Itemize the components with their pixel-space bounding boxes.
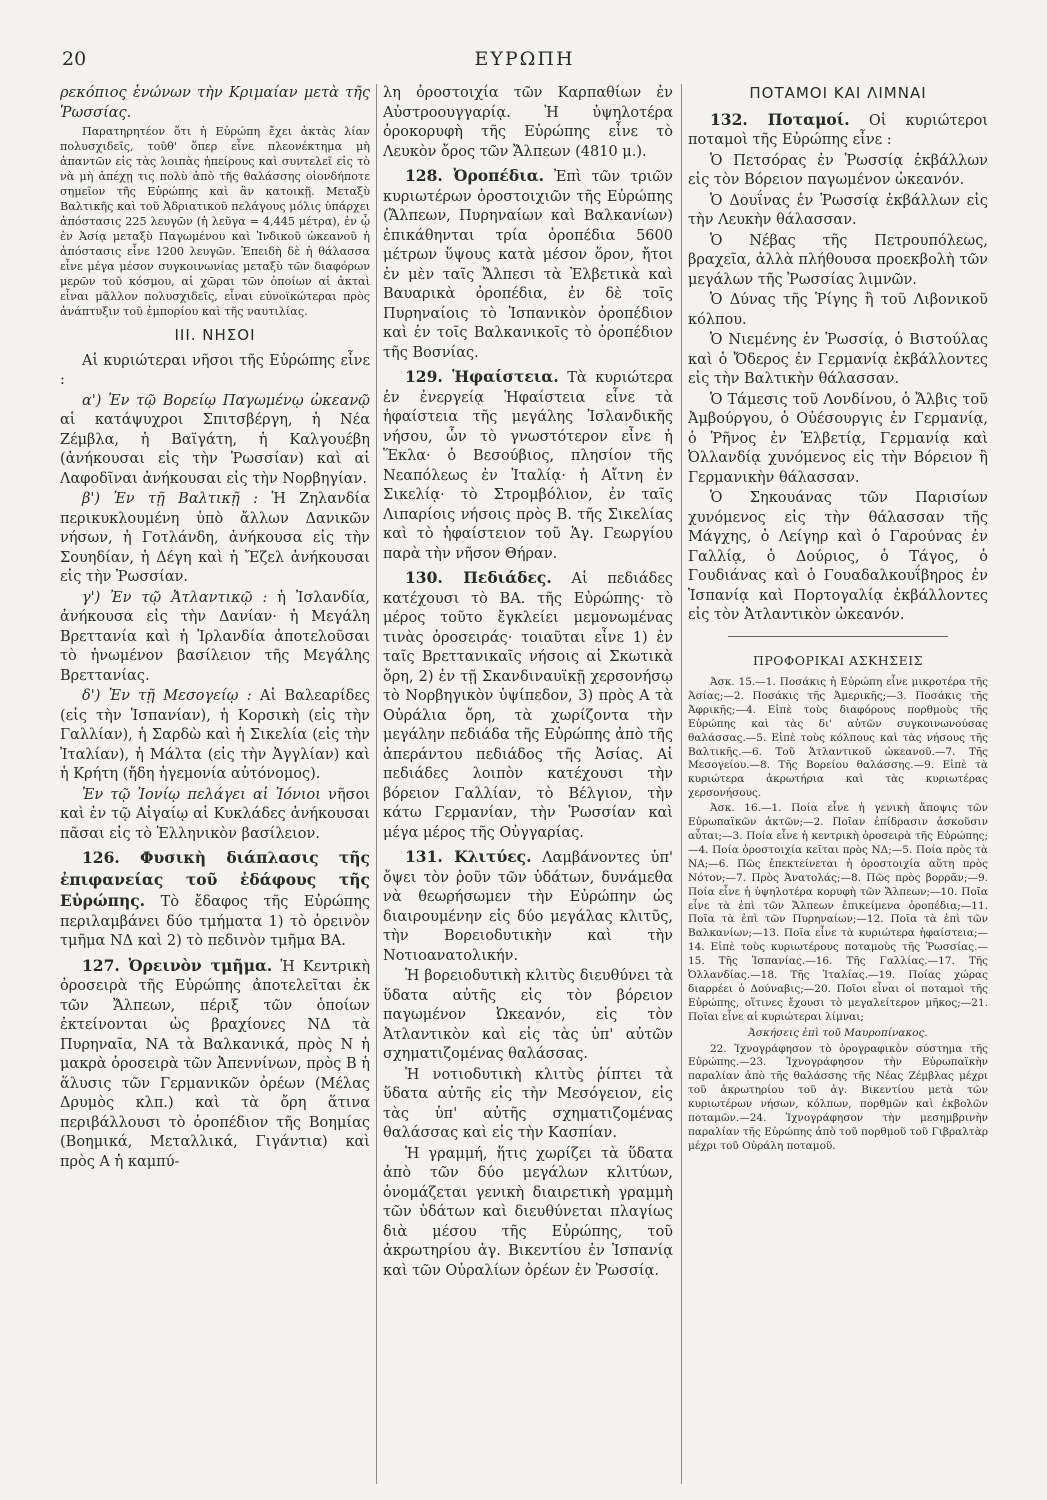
island-group-text: αἱ κατάψυχροι Σπιτσβέργη, ἡ Νέα Ζέμβλα, ἡ Βαϊγάτη, ἡ Καλγουέβη (ἀνήκουσαι εἰς τὴν Ῥωσσίαν) καὶ αἱ Λαφοδῖναι ἀνήκουσαι εἰς τὴν Νορβηγίαν.	[60, 412, 370, 487]
island-group-ionian	[60, 786, 370, 845]
section-text: Ἐπὶ τῶν τριῶν κυριωτέρων ὀροστοιχιῶν τῆς Εὐρώπης (Ἄλπεων, Πυρηναίων καὶ Βαλκανίων) ἐπικάθηνται τρία ὀροπέδια 5600 μέτρων ὕψους κατὰ μέσον ὅρον, ἤτοι ἐν μὲν ταῖς Ἄλπεσι τὰ Ἑλβετικὰ καὶ Βαυαρικὰ ὀροπέδια, ἐν δὲ τοῖς Πυρηναίοις τὸ Ἱσπανικὸν ὀροπέδιον καὶ ἐν τοῖς Βαλκανικοῖς τὸ ὀροπέδιον τῆς Βοσνίας.	[383, 169, 673, 361]
section-heading: 126. Φυσικὴ διάπλασις τῆς ἐπιφανείας τοῦ ἐδάφους τῆς Εὐρώπης.	[60, 848, 370, 910]
section-heading: 129. Ἡφαίστεια.	[405, 367, 559, 386]
island-group-baltic	[60, 490, 370, 588]
paragraph: ρεκόπιος ἑνώνων τὴν Κριμαίαν μετὰ τῆς Ῥωσσίας.	[60, 85, 370, 121]
island-group-lead: Ἐν τῷ Ἰονίῳ πελάγει αἱ Ἰόνιοι	[82, 786, 321, 803]
section-heading: 131. Κλιτύες.	[405, 847, 532, 866]
river-entry: Ὁ Σηκουάνας τῶν Παρισίων χυνόμενος εἰς τὴν θάλασσαν τῆς Μάγχης, ὁ Λείγηρ καὶ ὁ Γαρούνας ἐν Γαλλίᾳ, ὁ Δούριος, ὁ Τάγος, ὁ Γουδιάνας καὶ ὁ Γουαδαλκουΐβηρος ἐν Ἱσπανίᾳ καὶ Πορτογαλίᾳ ἐκβάλλοντες εἰς τὸν Ἀτλαντικὸν ὠκεανόν.	[688, 490, 988, 623]
section-131	[383, 847, 673, 966]
section-text: Οἱ κυριώτεροι ποταμοὶ τῆς Εὐρώπης εἶνε :	[688, 112, 988, 148]
river-entry: Ὁ Τάμεσις τοῦ Λονδίνου, ὁ Ἄλβις τοῦ Ἀμβούργου, ὁ Οὐέσουργις ἐν Γερμανίᾳ, ὁ Ῥῆνος ἐν Ἑλβετίᾳ, Γερμανίᾳ καὶ Ὀλλανδίᾳ χυνόμενος εἰς τὴν Βόρειον ἢ Γερμανικὴν θάλασσαν.	[688, 391, 988, 486]
paragraph: Αἱ κυριώτεραι νῆσοι τῆς Εὐρώπης εἶνε :	[60, 352, 370, 388]
column-rule-right	[681, 84, 682, 1484]
section-text: Αἱ πεδιάδες κατέχουσι τὸ ΒΑ. τῆς Εὐρώπης· τὸ μέρος τοῦτο ἔγκλείει μεμονωμένας τινὰς ὀροσειράς· τοιαῦται εἶνε 1) ἐν ταῖς Βρεττανικαῖς νήσοις αἱ Σκωτικὰ ὄρη, 2) ἐν τῇ Σκανδιναυϊκῇ χερσονήσῳ τὸ Νορβηγικὸν ὑψίπεδον, 3) πρὸς Α τὰ Οὐράλια ὄρη, τὰ χωρίζοντα τὴν μεγάλην πεδιάδα τῆς Εὐρώπης ἀπὸ τῆς ἀπεράντου πεδιάδος τῆς Ἀσίας. Αἱ πεδιάδες λοιπὸν κατέχουσι τὴν βόρειον Γαλλίαν, τὸ Βέλγιον, τὴν κάτω Γερμανίαν, τὴν Ῥωσσίαν καὶ μέγα μέρος τῆς Οὐγγαρίας.	[383, 571, 673, 841]
island-group-lead: α') Ἐν τῷ Βορείῳ Παγωμένῳ ὠκεανῷ	[82, 392, 370, 409]
page-number: 20	[62, 48, 87, 70]
paragraph: Ἡ γραμμή, ἥτις χωρίζει τὰ ὕδατα ἀπὸ τῶν δύο μεγάλων κλιτύων, ὀνομάζεται γενικὴ διαιρετικὴ γραμμὴ τῶν ὑδάτων καὶ διευθύνεται πλαγίως διὰ μέσου τῆς Εὐρώπης, τοῦ ἀκρωτηρίου ἁγ. Βικεντίου ἐν Ἱσπανίᾳ καὶ τῶν Οὐραλίων ὀρέων ἐν Ῥωσσίᾳ.	[383, 1145, 673, 1279]
island-group-lead: γ') Ἐν τῷ Ἀτλαντικῷ :	[82, 589, 268, 606]
section-132	[688, 110, 988, 151]
section-126	[60, 848, 370, 952]
island-group-lead: δ') Ἐν τῇ Μεσογείῳ :	[82, 688, 252, 704]
paragraph: Ἡ νοτιοδυτικὴ κλιτὺς ῥίπτει τὰ ὕδατα αὐτῆς εἰς τὴν Μεσόγειον, εἰς τὰς ὑπ' αὐτῆς σχηματιζομένας θαλάσσας καὶ εἰς τὴν Κασπίαν.	[383, 1066, 673, 1141]
section-127	[60, 956, 370, 1173]
running-title: ΕΥΡΩΠΗ	[474, 48, 575, 70]
island-group-text: Ἡ Ζηλανδία περικυκλουμένη ὑπὸ ἄλλων Δανικῶν νήσων, ἡ Γοτλάνδη, ἀνήκουσα εἰς τὴν Σουηδίαν, ἡ Δέγη καὶ ἡ Ἔζελ ἀνήκουσαι εἰς τὴν Ῥωσσίαν.	[60, 491, 370, 585]
paragraph: Ἡ βορειοδυτικὴ κλιτὺς διευθύνει τὰ ὕδατα αὐτῆς εἰς τὸν βόρειον παγωμένον Ὠκεανόν, εἰς τὸν Ἀτλαντικὸν καὶ εἰς τὰς ὑπ' αὐτῶν σχηματιζομένας θαλάσσας.	[383, 968, 673, 1062]
section-128	[383, 166, 673, 363]
exercise-block: Ἀσκ. 15.—1. Ποσάκις ἡ Εὐρώπη εἶνε μικροτέρα τῆς Ἀσίας;—2. Ποσάκις τῆς Ἀμερικῆς;—3. Ποσάκις τῆς Ἀφρικῆς;—4. Εἰπὲ τοὺς διαφόρους πορθμοὺς τῆς Εὐρώπης καὶ τὰς δι' αὐτῶν συγκοινωνούσας θαλάσσας.—5. Εἰπὲ τοὺς κόλπους καὶ τὰς νήσους τῆς Βαλτικῆς.—6. Τοῦ Ἀτλαντικοῦ ὠκεανοῦ.—7. Τῆς Μεσογείου.—8. Τῆς Βορείου θαλάσσης.—9. Εἰπὲ τὰ κυριώτερα ἀκρωτήρια καὶ τὰς κυριωτέρας χερσονήσους.	[688, 676, 988, 800]
section-text: Τὸ ἔδαφος τῆς Εὐρώπης περιλαμβάνει δύο τμήματα 1) τὸ ὀρεινὸν τμῆμα ΝΔ καὶ 2) τὸ πεδινὸν τμῆμα ΒΑ.	[60, 894, 370, 949]
section-text: Ἡ Κεντρικὴ ὀροσειρὰ τῆς Εὐρώπης ἀποτελεῖται ἐκ τῶν Ἄλπεων, πέριξ τῶν ὁποίων ἐκτείνονται ὡς βραχίονες ΝΔ τὰ Πυρηναῖα, ΝΑ τὰ Βαλκανικά, πρὸς Ν ἡ μακρὰ ὀροσειρὰ τῶν Ἀπεννίνων, πρὸς Β ἡ ἅλυσις τῶν Γερμανικῶν ὀρέων (Μέλας Δρυμὸς κλπ.) καὶ τὰ ὄρη ἅτινα περιβάλλουσι τὸ ὀροπέδιον τῆς Βοημίας (Βοημικά, Μεταλλικά, Γιγάντια) καὶ πρὸς Α ἡ καμπύ-	[60, 958, 370, 1170]
exercise-block: 22. Ἰχνογράφησον τὸ ὀρογραφικὸν σύστημα τῆς Εὐρώπης.—23. Ἰχνογράφησον τὴν Εὐρωπαϊκὴν παραλίαν ἀπὸ τῆς θαλάσσης τῆς Νέας Ζέμβλας μέχρι τοῦ ἀκρωτηρίου τοῦ ἁγ. Βικεντίου μετὰ τῶν κυριωτέρων νήσων, κόλπων, πορθμῶν καὶ ἐκβολῶν ποταμῶν.—24. Ἰχνογράφησον τὴν μεσημβρινὴν παραλίαν τῆς Εὐρώπης ἀπὸ τοῦ πορθμοῦ τοῦ Γιβραλτὰρ μέχρι τοῦ Οὐράλη ποταμοῦ.	[688, 1042, 988, 1152]
column-3	[688, 84, 988, 1486]
section-heading: 128. Ὀροπέδια.	[405, 166, 545, 185]
section-text: Λαμβάνοντες ὑπ' ὄψει τὸν ῥοῦν τῶν ὑδάτων, δυνάμεθα νὰ θεωρήσωμεν τὴν Εὐρώπην ὡς διαιρουμένην εἰς δύο μεγάλας κλιτῦς, τὴν Βορειοδυτικὴν καὶ τὴν Νοτιοανατολικήν.	[383, 850, 673, 964]
island-group-text: Αἱ Βαλεαρίδες (εἰς τὴν Ἱσπανίαν), ἡ Κορσικὴ (εἰς τὴν Γαλλίαν), ἡ Σαρδὼ καὶ ἡ Σικελία (εἰς τὴν Ἰταλίαν), ἡ Μάλτα (εἰς τὴν Ἀγγλίαν) καὶ ἡ Κρήτη (ἤδη ἡγεμονία αὐτόνομος).	[60, 688, 370, 782]
section-129	[383, 367, 673, 564]
section-heading-rivers: ΠΟΤΑΜΟΙ ΚΑΙ ΛΙΜΝΑΙ	[749, 84, 927, 102]
page-header	[62, 48, 987, 80]
column-1	[60, 84, 370, 1486]
river-entry: Ὁ Δουΐνας ἐν Ῥωσσίᾳ ἐκβάλλων εἰς τὴν Λευκὴν θάλασσαν.	[688, 192, 988, 228]
paragraph: Παρατηρητέον ὅτι ἡ Εὐρώπη ἔχει ἀκτὰς λίαν πολυσχιδεῖς, τοῦθ' ὅπερ εἶνε πλεονέκτημα μὴ ἀπαντῶν εἰς τὰς λοιπὰς ἠπείρους καὶ συντελεῖ εἰς τὸ νὰ μὴ ἀπέχῃ τις πολὺ ἀπὸ τῆς θαλάσσης οἱονδήποτε σημεῖον τῆς Εὐρώπης καὶ ἂν κατοικῇ. Μεταξὺ Βαλτικῆς καὶ τοῦ Ἀδριατικοῦ πελάγους μόλις ὑπάρχει ἀπόστασις 225 λευγῶν (ἡ λεῦγα = 4,445 μέτρα), ἐν ᾧ ἐν Ἀσίᾳ μεταξὺ Παγωμένου καὶ Ἰνδικοῦ ὠκεανοῦ ἡ ἀπόστασις εἶνε 1200 λευγῶν. Ἐπειδὴ δὲ ἡ θάλασσα εἶνε μέγα μέσον συγκοινωνίας μεταξὺ τῶν διαφόρων μερῶν τοῦ κόσμου, αἱ χῶραι τῶν ὁποίων αἱ ἀκταὶ εἶναι μᾶλλον πολυσχιδεῖς, εἶναι εὐνοϊκώτεραι πρὸς ἀνάπτυξιν τοῦ ἐμπορίου καὶ τῆς ναυτιλίας.	[60, 125, 370, 318]
island-group-lead: β') Ἐν τῇ Βαλτικῇ :	[82, 491, 259, 507]
section-heading: 130. Πεδιάδες.	[405, 568, 552, 587]
column-2	[383, 84, 673, 1486]
blackboard-exercises-heading: Ἀσκήσεις ἐπὶ τοῦ Μαυροπίνακος.	[748, 1026, 928, 1039]
river-entry: Ὁ Δύνας τῆς Ῥίγης ἢ τοῦ Λιβονικοῦ κόλπου.	[688, 292, 988, 328]
divider	[728, 636, 948, 637]
paragraph: λη ὀροστοιχία τῶν Καρπαθίων ἐν Αὐστροουγγαρίᾳ. Ἡ ὑψηλοτέρα ὀροκορυφὴ τῆς Εὐρώπης εἶνε τὸ Λευκὸν ὄρος τῶν Ἄλπεων (4810 μ.).	[383, 85, 673, 160]
river-entry: Ὁ Νιεμένης ἐν Ῥωσσίᾳ, ὁ Βιστούλας καὶ ὁ Ὄδερος ἐν Γερμανίᾳ ἐκβάλλοντες εἰς τὴν Βαλτικὴν θάλασσαν.	[688, 332, 988, 387]
river-entry: Ὁ Πετσόρας ἐν Ῥωσσίᾳ ἐκβάλλων εἰς τὸν Βόρειον παγωμένον ὠκεανόν.	[688, 152, 988, 188]
column-rule-left	[376, 84, 377, 1484]
river-entry: Ὁ Νέβας τῆς Πετρουπόλεως, βραχεῖα, ἀλλὰ πλήθουσα προεκβολὴ τῶν μεγάλων τῆς Ῥωσσίας λιμνῶν.	[688, 232, 988, 288]
exercise-block: Ἀσκ. 16.—1. Ποία εἶνε ἡ γενικὴ ἄποψις τῶν Εὐρωπαϊκῶν ἀκτῶν;—2. Ποῖαν ἐπίδρασιν ἀσκοῦσιν αὗται;—3. Ποία εἶνε ἡ κεντρικὴ ὀροσειρὰ τῆς Εὐρώπης;—4. Ποία ὀροστοιχία κεῖται πρὸς ΝΔ;—5. Ποία πρὸς τὰ ΝΑ;—6. Πῶς ἐπεκτείνεται ἡ ὀροστοιχία αὕτη πρὸς Νότον;—7. Πρὸς Ἀνατολάς;—8. Πῶς πρὸς βορρᾶν;—9. Ποία εἶνε ἡ ὑψηλοτέρα κορυφὴ τῶν Ἄλπεων;—10. Ποῖα εἶνε τὰ ἐπὶ τῶν Ἄλπεων ἐπικείμενα ὀροπέδια;—11. Ποῖα τὰ ἐπὶ τῶν Πυρηναίων;—12. Ποῖα τὰ ἐπὶ τῶν Βαλκανίων;—13. Ποῖα εἶνε τὰ κυριώτερα ἡφαίστεια;—14. Εἰπὲ τοὺς κυριωτέρους ποταμοὺς τῆς Ῥωσσίας.—15. Τῆς Ἱσπανίας.—16. Τῆς Γαλλίας.—17. Τῆς Ὀλλανδίας.—18. Τῆς Ἰταλίας.—19. Ποίας χώρας διαρρέει ὁ Δούναβις;—20. Ποῖοι εἶναι οἱ ποταμοὶ τῆς Εὐρώπης, οἵτινες ἔχουσι τὸ μεγαλείτερον μῆκος;—21. Ποῖαι εἶνε αἱ κυριώτεραι λίμναι;	[688, 802, 988, 1023]
section-heading: 127. Ὀρεινὸν τμῆμα.	[82, 955, 273, 975]
section-text: Τὰ κυριώτερα ἐν ἐνεργείᾳ Ἡφαίστεια εἶνε τὰ ἡφαίστεια τῆς μεγάλης Ἰσλανδικῆς νήσου, ὧν τὸ γνωστότερον εἶνε ἡ Ἕκλα· ὁ Βεσούβιος, πλησίον τῆς Νεαπόλεως ἐν Ἰταλίᾳ· ἡ Αἴτνη ἐν Σικελίᾳ· τὸ Στρομβόλιον, ἐν ταῖς Λιπαρίοις νήσοις πρὸς Β. τῆς Σικελίας καὶ τὸ ἡφαίστειον τοῦ Ἁγ. Γεωργίου παρὰ τὴν νῆσον Θήραν.	[383, 370, 673, 562]
exercises-heading: ΠΡΟΦΟΡΙΚΑΙ ΑΣΚΗΣΕΙΣ	[752, 652, 924, 668]
island-group-mediterranean	[60, 687, 370, 785]
section-130	[383, 568, 673, 843]
island-group-text: νῆσοι καὶ ἐν τῷ Αἰγαίῳ αἱ Κυκλάδες ἀνήκουσαι πᾶσαι εἰς τὸ Ἑλληνικὸν βασίλειον.	[60, 786, 370, 842]
island-group-atlantic	[60, 589, 370, 687]
section-heading-islands: III. ΝΗΣΟΙ	[174, 326, 256, 344]
island-group-text: ἡ Ἰσλανδία, ἀνήκουσα εἰς τὴν Δανίαν· ἡ Μεγάλη Βρεττανία καὶ ἡ Ἰρλανδία ἀποτελοῦσαι τὸ ἡνωμένον βασίλειον τῆς Μεγάλης Βρεττανίας.	[60, 589, 370, 684]
section-heading: 132. Ποταμοί.	[710, 109, 850, 129]
island-group-arctic	[60, 392, 370, 490]
